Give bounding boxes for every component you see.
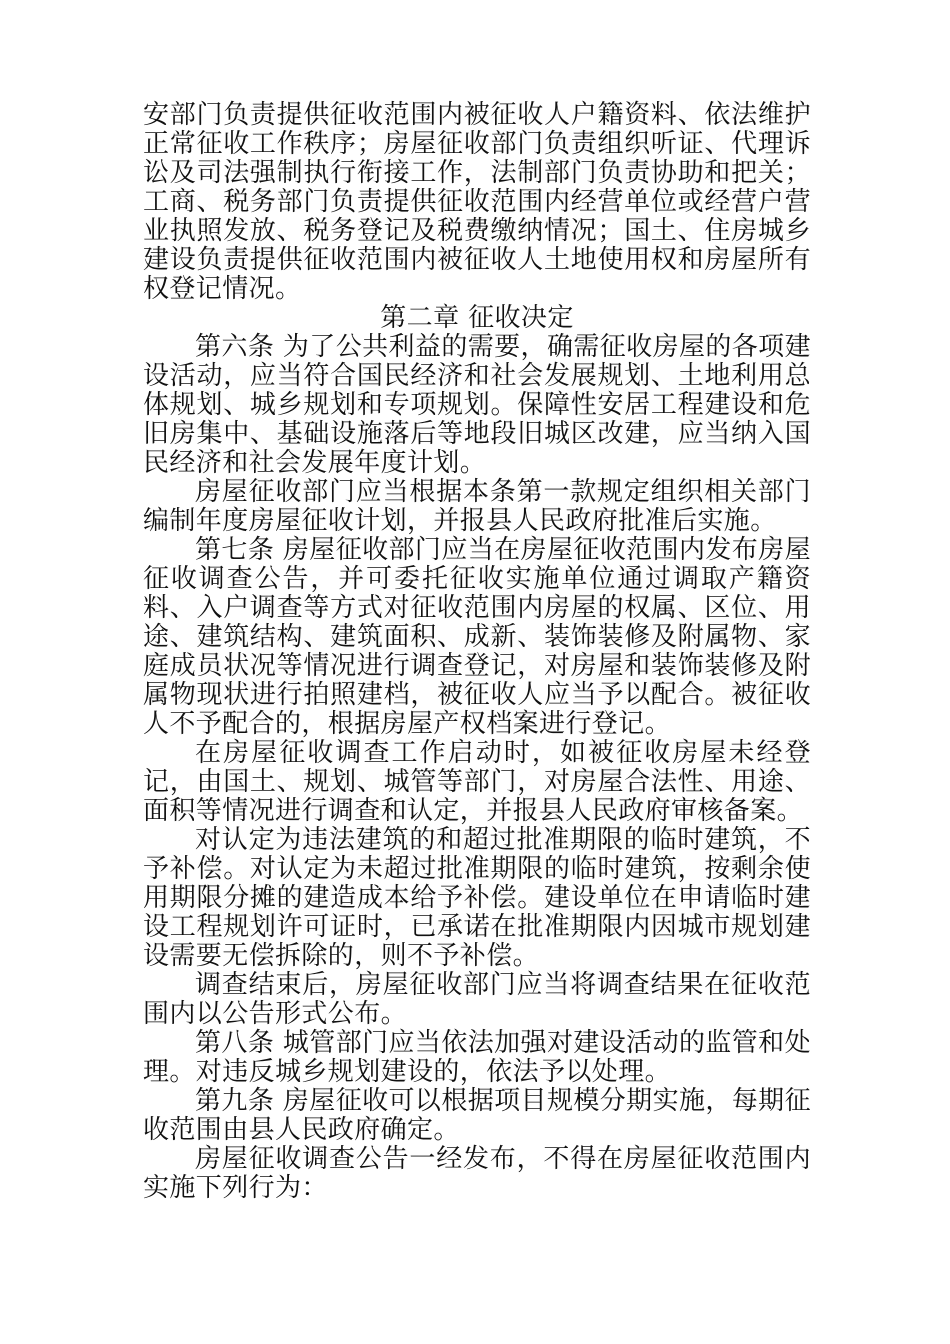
article-9-paragraph-2: 房屋征收调查公告一经发布，不得在房屋征收范围内实施下列行为： [143, 1144, 811, 1203]
document-page [143, 101, 811, 1203]
article-7-paragraph-2: 在房屋征收调查工作启动时，如被征收房屋未经登记，由国土、规划、城管等部门，对房屋合法性、用途、面积等情况进行调查和认定，并报县人民政府审核备案。 [143, 738, 811, 826]
article-9-paragraph: 第九条 房屋征收可以根据项目规模分期实施，每期征收范围由县人民政府确定。 [143, 1086, 811, 1145]
article-8-paragraph: 第八条 城管部门应当依法加强对建设活动的监管和处理。对违反城乡规划建设的，依法予以处理。 [143, 1028, 811, 1087]
lead-paragraph: 安部门负责提供征收范围内被征收人户籍资料、依法维护正常征收工作秩序；房屋征收部门负责组织听证、代理诉讼及司法强制执行衔接工作，法制部门负责协助和把关；工商、税务部门负责提供征收范围内经营单位或经营户营业执照发放、税务登记及税费缴纳情况；国土、住房城乡建设负责提供征收范围内被征收人土地使用权和房屋所有权登记情况。 [143, 100, 811, 304]
article-7-paragraph-3: 对认定为违法建筑的和超过批准期限的临时建筑，不予补偿。对认定为未超过批准期限的临时建筑，按剩余使用期限分摊的建造成本给予补偿。建设单位在申请临时建设工程规划许可证时，已承诺在批准期限内因城市规划建设需要无偿拆除的，则不予补偿。 [143, 825, 811, 971]
chapter-title: 第二章 征收决定 [380, 303, 574, 333]
article-6-paragraph: 第六条 为了公共利益的需要，确需征收房屋的各项建设活动，应当符合国民经济和社会发展规划、土地利用总体规划、城乡规划和专项规划。保障性安居工程建设和危旧房集中、基础设施落后等地段旧城区改建，应当纳入国民经济和社会发展年度计划。 [143, 332, 811, 478]
article-7-paragraph-4: 调查结束后，房屋征收部门应当将调查结果在征收范围内以公告形式公布。 [143, 970, 811, 1029]
article-7-paragraph: 第七条 房屋征收部门应当在房屋征收范围内发布房屋征收调查公告，并可委托征收实施单位通过调取产籍资料、入户调查等方式对征收范围内房屋的权属、区位、用途、建筑结构、建筑面积、成新、装饰装修及附属物、家庭成员状况等情况进行调查登记，对房屋和装饰装修及附属物现状进行拍照建档，被征收人应当予以配合。被征收人不予配合的，根据房屋产权档案进行登记。 [143, 535, 811, 739]
article-6-paragraph-2: 房屋征收部门应当根据本条第一款规定组织相关部门编制年度房屋征收计划，并报县人民政府批准后实施。 [143, 477, 811, 536]
